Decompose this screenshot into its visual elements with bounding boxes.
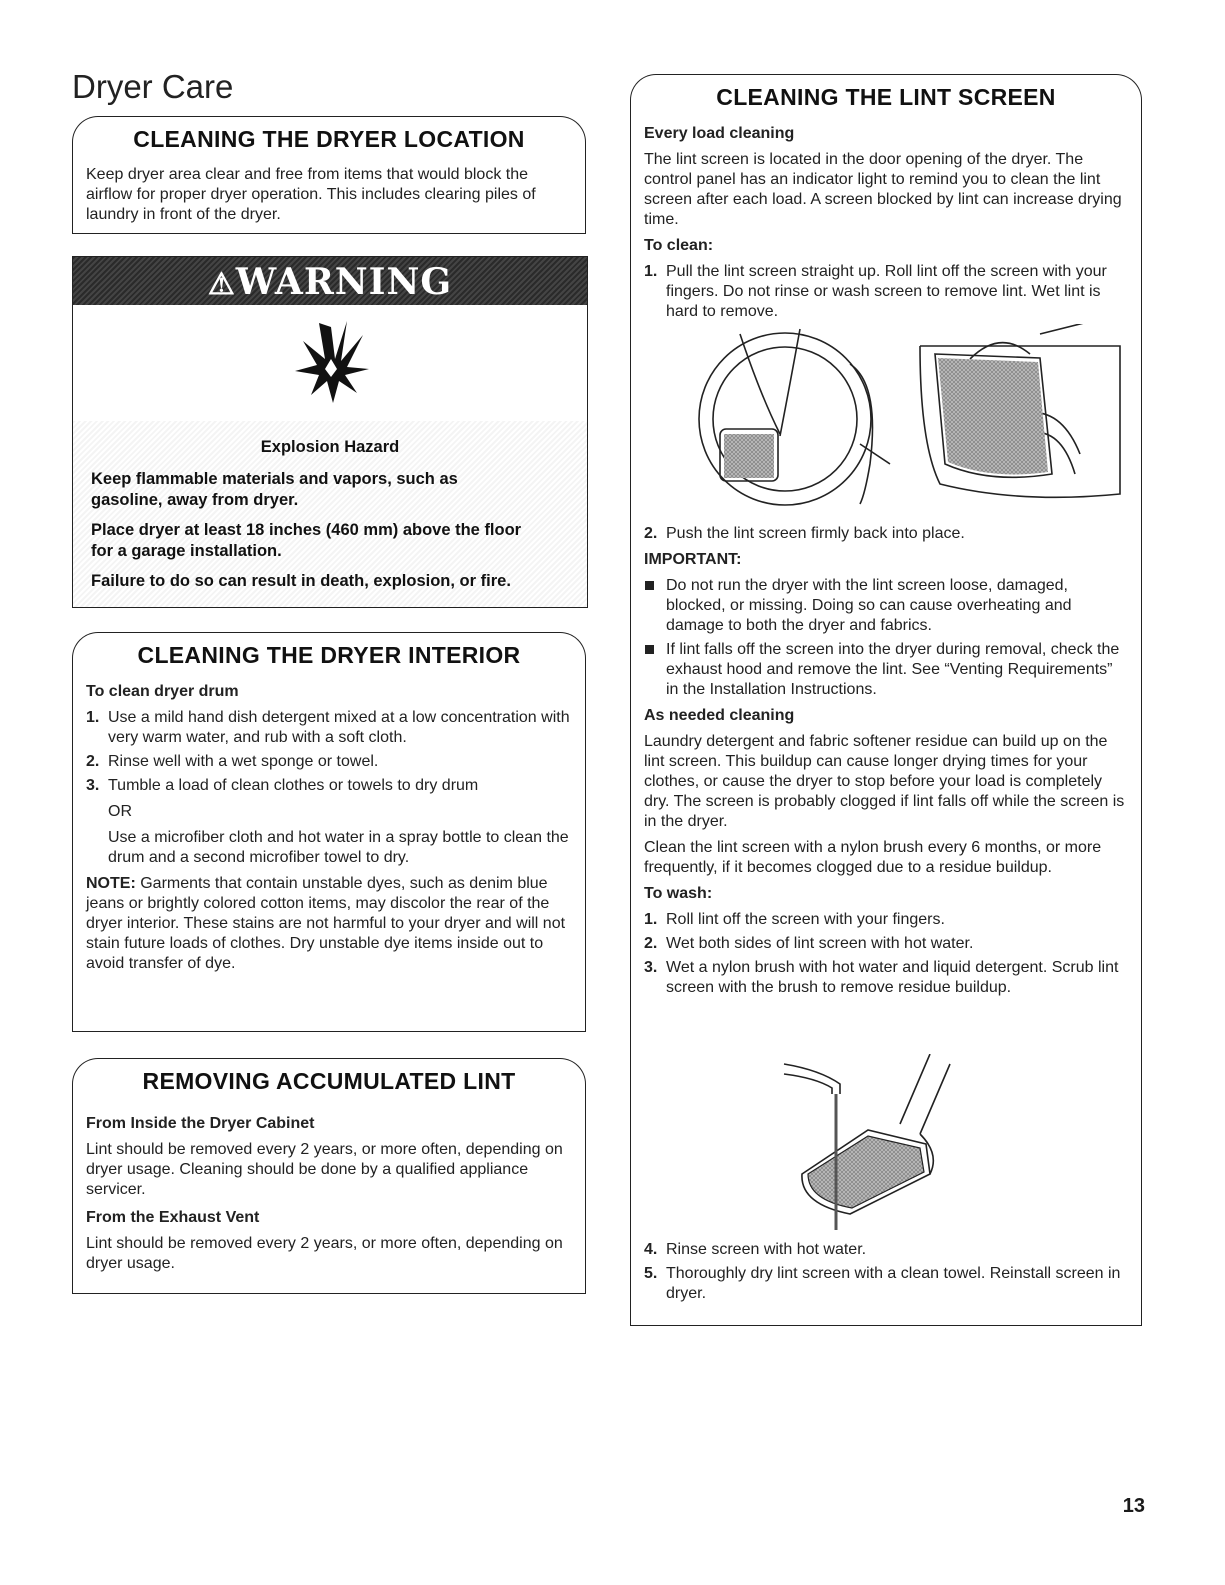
lint-screen-washing-illustration	[780, 1054, 980, 1232]
list-item: 1. Use a mild hand dish detergent mixed at a low concentration with very warm water, and rub with a soft cloth.	[86, 709, 570, 746]
paragraph: The lint screen is located in the door opening of the dryer. The control panel has an indicator light to remind you to clean the lint screen after each load. A screen blocked by lint can increase drying time.	[644, 151, 1122, 228]
section-body-lower	[644, 524, 1128, 1004]
subheading: To clean dryer drum	[86, 683, 239, 700]
subheading: From Inside the Dryer Cabinet	[86, 1115, 315, 1132]
warning-line: gasoline, away from dryer.	[91, 491, 299, 509]
section-title: CLEANING THE DRYER LOCATION	[72, 116, 586, 161]
page-number: 13	[1122, 1495, 1145, 1517]
list-item: Do not run the dryer with the lint screen loose, damaged, blocked, or missing. Doing so can cause overheating and damage to both the dryer and fabrics.	[644, 576, 1128, 636]
wash-steps-final	[644, 1240, 1128, 1304]
warning-line: for a garage installation.	[91, 542, 282, 560]
location-text: Keep dryer area clear and free from items that would block the airflow for proper dryer operation. This includes clearing piles of laundry in front of the dryer.	[86, 166, 536, 223]
section-body-final	[644, 1240, 1128, 1310]
section-accumulated-lint	[72, 1058, 586, 1294]
section-title: CLEANING THE LINT SCREEN	[630, 74, 1142, 119]
section-body	[86, 1114, 572, 1280]
section-body	[86, 165, 572, 231]
wash-steps	[644, 910, 1128, 998]
list-item: 3. Tumble a load of clean clothes or towels to dry drum	[86, 777, 479, 794]
alt-step: Use a microfiber cloth and hot water in a spray bottle to clean the drum and a second microfiber towel to dry.	[108, 829, 569, 866]
list-item: 1. Roll lint off the screen with your fingers.	[644, 911, 945, 928]
list-item: 3. Wet a nylon brush with hot water and liquid detergent. Scrub lint screen with the brush to remove residue buildup.	[644, 959, 1119, 996]
section-title: REMOVING ACCUMULATED LINT	[72, 1058, 586, 1103]
subheading: From the Exhaust Vent	[86, 1209, 260, 1226]
important-list	[644, 576, 1128, 700]
note: NOTE: Garments that contain unstable dyes, such as denim blue jeans or brightly colored cotton items, may discolor the rear of the dryer interior. These stains are not harmful to your dryer and will not stain future loads of clothes. Dry unstable dye items inside out to avoid transfer of dye.	[86, 875, 566, 972]
list-item: 4. Rinse screen with hot water.	[644, 1241, 867, 1258]
warning-line: Keep flammable materials and vapors, such as	[91, 470, 458, 488]
warning-triangle-icon: ⚠	[207, 267, 236, 302]
list-item: 5. Thoroughly dry lint screen with a clean towel. Reinstall screen in dryer.	[644, 1265, 1121, 1302]
subheading: To clean:	[644, 237, 714, 254]
warning-header	[73, 257, 587, 305]
list-item: 1. Pull the lint screen straight up. Roll lint off the screen with your fingers. Do not rinse or wash screen to remove lint. Wet lint is hard to remove.	[644, 263, 1107, 320]
subheading: To wash:	[644, 885, 713, 902]
warning-line: Place dryer at least 18 inches (460 mm) above the floor	[91, 521, 522, 539]
section-lint-screen	[630, 74, 1142, 1326]
interior-steps	[86, 708, 572, 796]
section-dryer-location	[72, 116, 586, 234]
list-item: 2. Push the lint screen firmly back into place.	[644, 525, 965, 542]
section-dryer-interior	[72, 632, 586, 1032]
warning-title: ⚠WARNING	[207, 261, 453, 303]
section-body	[86, 682, 572, 980]
warning-box	[72, 256, 588, 608]
explosion-icon	[291, 319, 371, 409]
or-label: OR	[108, 803, 132, 820]
page-title: Dryer Care	[72, 68, 234, 105]
warning-text	[73, 421, 587, 607]
list-item: If lint falls off the screen into the dryer during removal, check the exhaust hood and remove the lint. See “Venting Requirements” in the Installation Instructions.	[644, 640, 1128, 700]
paragraph: Lint should be removed every 2 years, or more often, depending on dryer usage.	[86, 1235, 563, 1272]
section-body	[644, 124, 1128, 328]
list-item: 2. Rinse well with a wet sponge or towel.	[86, 753, 379, 770]
subheading: As needed cleaning	[644, 707, 795, 724]
subheading: Every load cleaning	[644, 125, 795, 142]
warning-line: Failure to do so can result in death, explosion, or fire.	[91, 572, 511, 590]
list-item: 2. Wet both sides of lint screen with hot water.	[644, 935, 974, 952]
important-label: IMPORTANT:	[644, 551, 742, 568]
paragraph: Clean the lint screen with a nylon brush every 6 months, or more frequently, if it becomes clogged due to a residue buildup.	[644, 839, 1102, 876]
section-title: CLEANING THE DRYER INTERIOR	[72, 632, 586, 677]
hazard-name: Explosion Hazard	[260, 438, 400, 456]
paragraph: Laundry detergent and fabric softener residue can build up on the lint screen. This buildup can cause longer drying times for your clothes, or cause the dryer to stop before your load is completely dry. The screen is probably clogged if lint falls off while the screen is in the dryer.	[644, 733, 1125, 830]
lint-screen-removal-illustration	[680, 324, 1130, 514]
clean-steps	[644, 262, 1128, 322]
paragraph: Lint should be removed every 2 years, or more often, depending on dryer usage. Cleaning should be done by a qualified appliance servicer.	[86, 1141, 563, 1198]
